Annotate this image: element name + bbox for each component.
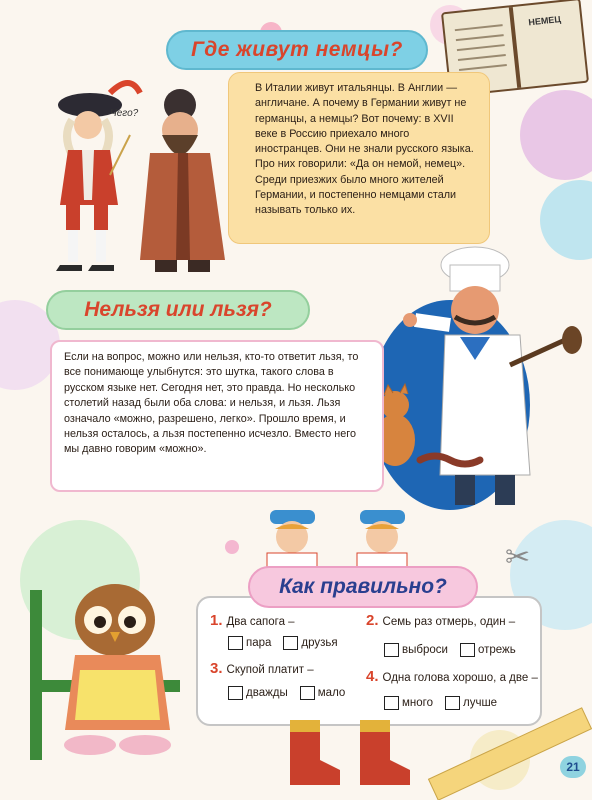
question-text: Скупой платит – [226,664,314,676]
answer-checkbox[interactable] [300,686,315,700]
option-label: выброси [402,644,448,656]
illustration-nobleman-and-merchant [30,75,240,285]
answer-checkbox[interactable] [384,643,399,657]
question-2-options [384,643,524,657]
question-3-options [228,686,353,700]
decor-circle [520,90,592,180]
book-text-line [458,54,506,61]
option-label: мало [317,687,346,699]
question-1-options [228,636,346,650]
option-label: дважды [246,687,288,699]
illustration-two-boys [255,505,435,575]
answer-checkbox[interactable] [445,696,460,710]
question-number: 3. [210,660,223,677]
decor-circle [225,540,239,554]
section1-title-pill [166,30,428,70]
section3-title-pill [248,566,478,608]
book-text-line [459,64,507,71]
answer-checkbox[interactable] [283,636,298,650]
question-text: Семь раз отмерь, один – [382,616,516,628]
answer-checkbox[interactable] [228,636,243,650]
scissors-icon: ✂ [505,541,531,574]
section2-title-pill [46,290,310,330]
option-label: отрежь [477,644,516,656]
option-label: друзья [301,637,338,649]
book-text-line [457,44,505,51]
section1-text-box [228,72,490,244]
illustration-chef-and-cat [360,245,590,515]
page-number: 21 [560,756,586,778]
question-text: Одна голова хорошо, а две – [382,672,538,684]
option-label: много [402,697,433,709]
option-label: лучше [463,697,498,709]
section2-title: Нельзя или льзя? [84,298,272,321]
question-number: 2. [366,612,379,629]
speech-bubble-text: Чего? [110,108,139,119]
answer-checkbox[interactable] [460,643,475,657]
question-1 [210,612,295,629]
question-text: Два сапога – [226,616,295,628]
section3-title: Как правильно? [279,575,447,598]
illustration-owl-in-chair [20,570,200,770]
section1-paragraph: В Италии живут итальянцы. В Англии — англичане. А почему в Германии живут не германцы, а немцы? Вот почему: в XVII веке в Россию приехало много иностранцев. Они не знали русского языка. Про них говорили: «Да он немой, немец». Среди приезжих было много жителей Германии, и постепенно немцами стали называть только их. [255,82,474,217]
question-4 [366,668,538,685]
book-spine [509,7,521,88]
section1-title: Где живут немцы? [191,38,403,61]
book-text-line [456,34,504,41]
section2-text-box [50,340,384,492]
illustration-boots [280,700,420,790]
question-3 [210,660,314,677]
option-label: пара [246,637,272,649]
book-heading-word: НЕМЕЦ [527,14,562,28]
question-2 [366,612,515,629]
question-number: 1. [210,612,223,629]
question-number: 4. [366,668,379,685]
section2-paragraph: Если на вопрос, можно или нельзя, кто-то ответит льзя, то все понимающе улыбнутся: это шутка, такого слова в русском языке нет. Сегодня нет, это правда. Но несколько столетий назад были оба слова: и нельзя, и льзя. Льзя означало «можно, разрешено, легко». Прошло время, и нельзя осталось, а льзя постепенно исчезло. Вместо него мы давно говорим «можно». [64,351,359,456]
book-text-line [455,24,503,31]
answer-checkbox[interactable] [228,686,243,700]
